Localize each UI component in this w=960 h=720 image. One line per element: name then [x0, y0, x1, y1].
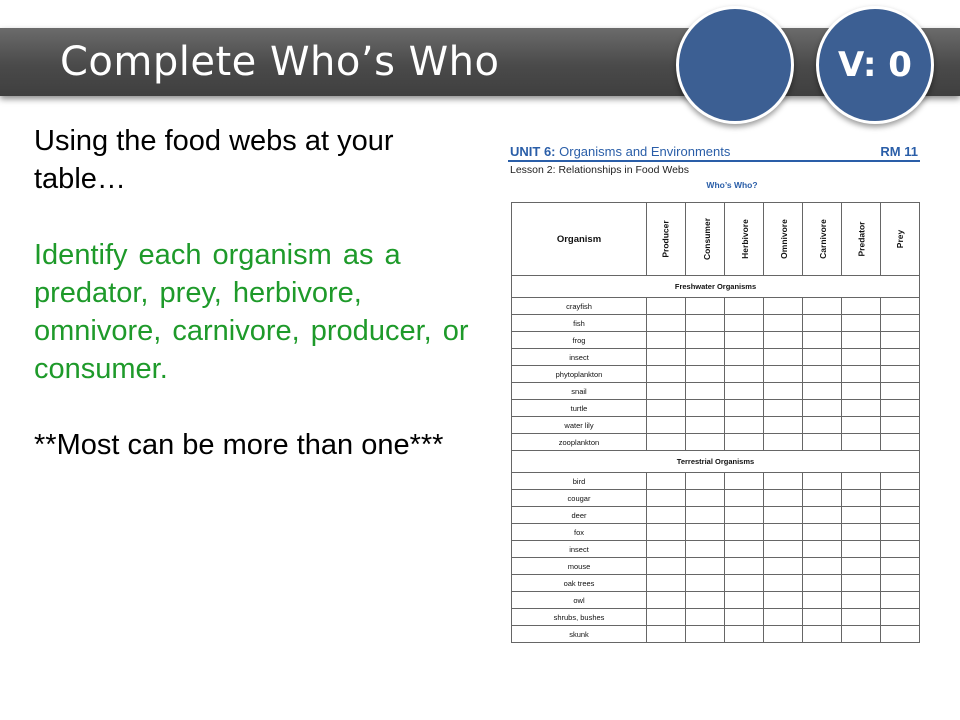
checkbox-cell	[686, 507, 725, 524]
checkbox-cell	[686, 524, 725, 541]
checkbox-cell	[764, 490, 803, 507]
checkbox-cell	[803, 592, 842, 609]
organism-name-cell: phytoplankton	[512, 366, 647, 383]
checkbox-cell	[881, 609, 920, 626]
table-row	[512, 315, 920, 332]
checkbox-cell	[725, 609, 764, 626]
checkbox-cell	[686, 332, 725, 349]
checkbox-cell	[647, 490, 686, 507]
checkbox-cell	[686, 315, 725, 332]
checkbox-cell	[764, 575, 803, 592]
checkbox-cell	[764, 507, 803, 524]
organism-name-cell: frog	[512, 332, 647, 349]
table-row	[512, 473, 920, 490]
checkbox-cell	[803, 400, 842, 417]
worksheet-subtitle: Who’s Who?	[706, 180, 758, 190]
checkbox-cell	[686, 541, 725, 558]
checkbox-cell	[881, 383, 920, 400]
lesson-title: Lesson 2: Relationships in Food Webs	[510, 164, 689, 176]
checkbox-cell	[686, 417, 725, 434]
checkbox-cell	[647, 417, 686, 434]
checkbox-cell	[842, 349, 881, 366]
checkbox-cell	[647, 592, 686, 609]
section-header-row	[512, 451, 920, 473]
checkbox-cell	[647, 473, 686, 490]
checkbox-cell	[686, 400, 725, 417]
organism-name-cell: skunk	[512, 626, 647, 643]
checkbox-cell	[803, 298, 842, 315]
checkbox-cell	[764, 298, 803, 315]
checkbox-cell	[764, 609, 803, 626]
checkbox-cell	[764, 626, 803, 643]
checkbox-cell	[881, 626, 920, 643]
table-row	[512, 490, 920, 507]
checkbox-cell	[842, 298, 881, 315]
checkbox-cell	[764, 332, 803, 349]
checkbox-cell	[725, 417, 764, 434]
checkbox-cell	[803, 366, 842, 383]
checkbox-cell	[842, 507, 881, 524]
checkbox-cell	[881, 298, 920, 315]
checkbox-cell	[686, 366, 725, 383]
checkbox-cell	[647, 541, 686, 558]
checkbox-cell	[725, 383, 764, 400]
checkbox-cell	[725, 592, 764, 609]
checkbox-cell	[881, 349, 920, 366]
checkbox-cell	[803, 541, 842, 558]
table-row	[512, 575, 920, 592]
organism-name-cell: cougar	[512, 490, 647, 507]
table-row	[512, 434, 920, 451]
checkbox-cell	[725, 490, 764, 507]
checkbox-cell	[764, 541, 803, 558]
checkbox-cell	[881, 473, 920, 490]
section-title: Terrestrial Organisms	[512, 451, 920, 473]
column-header-predator: Predator	[842, 203, 881, 276]
checkbox-cell	[686, 575, 725, 592]
checkbox-cell	[725, 626, 764, 643]
checkbox-cell	[881, 507, 920, 524]
checkbox-cell	[686, 609, 725, 626]
worksheet	[508, 142, 920, 639]
checkbox-cell	[803, 558, 842, 575]
organism-name-cell: insect	[512, 349, 647, 366]
checkbox-cell	[842, 541, 881, 558]
organism-name-cell: insect	[512, 541, 647, 558]
checkbox-cell	[647, 400, 686, 417]
checkbox-cell	[764, 315, 803, 332]
checkbox-cell	[842, 609, 881, 626]
checkbox-cell	[803, 609, 842, 626]
organism-name-cell: snail	[512, 383, 647, 400]
checkbox-cell	[764, 473, 803, 490]
section-header-row	[512, 276, 920, 298]
table-row	[512, 592, 920, 609]
checkbox-cell	[842, 592, 881, 609]
table-row	[512, 507, 920, 524]
checkbox-cell	[881, 400, 920, 417]
checkbox-cell	[803, 315, 842, 332]
checkbox-cell	[764, 366, 803, 383]
checkbox-cell	[881, 315, 920, 332]
table-row	[512, 541, 920, 558]
checkbox-cell	[725, 349, 764, 366]
checkbox-cell	[803, 349, 842, 366]
organism-name-cell: owl	[512, 592, 647, 609]
column-header-carnivore: Carnivore	[803, 203, 842, 276]
version-badge-label: V: 0	[838, 45, 912, 85]
checkbox-cell	[686, 592, 725, 609]
checkbox-cell	[764, 558, 803, 575]
checkbox-cell	[842, 417, 881, 434]
table-row	[512, 626, 920, 643]
checkbox-cell	[881, 417, 920, 434]
worksheet-unit-header	[508, 142, 920, 162]
column-header-organism: Organism	[512, 203, 647, 276]
checkbox-cell	[686, 349, 725, 366]
checkbox-cell	[803, 575, 842, 592]
checkbox-cell	[725, 507, 764, 524]
checkbox-cell	[881, 558, 920, 575]
slide-title: Complete Who’s Who	[60, 39, 500, 85]
checkbox-cell	[803, 473, 842, 490]
blank-circle-badge	[676, 6, 794, 124]
column-header-consumer: Consumer	[686, 203, 725, 276]
unit-label: UNIT 6: Organisms and Environments	[510, 144, 731, 159]
checkbox-cell	[764, 349, 803, 366]
table-row	[512, 524, 920, 541]
checkbox-cell	[764, 524, 803, 541]
checkbox-cell	[881, 332, 920, 349]
checkbox-cell	[842, 490, 881, 507]
checkbox-cell	[842, 434, 881, 451]
checkbox-cell	[881, 575, 920, 592]
checkbox-cell	[842, 575, 881, 592]
checkbox-cell	[881, 366, 920, 383]
organism-name-cell: crayfish	[512, 298, 647, 315]
checkbox-cell	[842, 332, 881, 349]
organism-name-cell: fox	[512, 524, 647, 541]
checkbox-cell	[647, 507, 686, 524]
rm-label: RM 11	[880, 144, 918, 159]
checkbox-cell	[881, 541, 920, 558]
checkbox-cell	[686, 434, 725, 451]
checkbox-cell	[764, 383, 803, 400]
checkbox-cell	[842, 524, 881, 541]
checkbox-cell	[842, 366, 881, 383]
checkbox-cell	[686, 473, 725, 490]
table-row	[512, 417, 920, 434]
checkbox-cell	[764, 592, 803, 609]
checkbox-cell	[764, 417, 803, 434]
checkbox-cell	[764, 434, 803, 451]
checkbox-cell	[725, 332, 764, 349]
checkbox-cell	[725, 558, 764, 575]
table-row	[512, 349, 920, 366]
organism-name-cell: deer	[512, 507, 647, 524]
checkbox-cell	[725, 541, 764, 558]
version-badge	[816, 6, 934, 124]
checkbox-cell	[647, 626, 686, 643]
checkbox-cell	[881, 524, 920, 541]
checkbox-cell	[842, 315, 881, 332]
organism-name-cell: fish	[512, 315, 647, 332]
column-header-omnivore: Omnivore	[764, 203, 803, 276]
checkbox-cell	[725, 366, 764, 383]
column-header-producer: Producer	[647, 203, 686, 276]
table-row	[512, 383, 920, 400]
checkbox-cell	[647, 558, 686, 575]
checkbox-cell	[881, 434, 920, 451]
checkbox-cell	[647, 383, 686, 400]
organism-name-cell: shrubs, bushes	[512, 609, 647, 626]
checkbox-cell	[647, 434, 686, 451]
checkbox-cell	[803, 524, 842, 541]
table-row	[512, 558, 920, 575]
checkbox-cell	[686, 626, 725, 643]
column-header-prey: Prey	[881, 203, 920, 276]
checkbox-cell	[647, 298, 686, 315]
checkbox-cell	[647, 609, 686, 626]
organism-name-cell: turtle	[512, 400, 647, 417]
checkbox-cell	[725, 575, 764, 592]
checkbox-cell	[647, 332, 686, 349]
checkbox-cell	[725, 473, 764, 490]
organism-name-cell: mouse	[512, 558, 647, 575]
checkbox-cell	[803, 332, 842, 349]
checkbox-cell	[725, 524, 764, 541]
checkbox-cell	[686, 298, 725, 315]
table-row	[512, 400, 920, 417]
intro-text: Using the food webs at your table…	[34, 125, 394, 195]
checkbox-cell	[686, 490, 725, 507]
checkbox-cell	[842, 383, 881, 400]
checkbox-cell	[647, 524, 686, 541]
checkbox-cell	[803, 490, 842, 507]
checkbox-cell	[803, 507, 842, 524]
table-row	[512, 366, 920, 383]
checkbox-cell	[842, 626, 881, 643]
whos-who-table	[511, 202, 920, 643]
checkbox-cell	[764, 400, 803, 417]
table-row	[512, 609, 920, 626]
checkbox-cell	[686, 558, 725, 575]
checkbox-cell	[725, 298, 764, 315]
checkbox-cell	[842, 400, 881, 417]
organism-name-cell: zooplankton	[512, 434, 647, 451]
note-text: **Most can be more than one***	[34, 429, 444, 461]
organism-name-cell: water lily	[512, 417, 647, 434]
checkbox-cell	[803, 383, 842, 400]
section-title: Freshwater Organisms	[512, 276, 920, 298]
organism-name-cell: bird	[512, 473, 647, 490]
checkbox-cell	[647, 366, 686, 383]
checkbox-cell	[881, 592, 920, 609]
checkbox-cell	[803, 434, 842, 451]
checkbox-cell	[842, 473, 881, 490]
checkbox-cell	[725, 400, 764, 417]
checkbox-cell	[881, 490, 920, 507]
instructions-panel	[34, 122, 474, 464]
table-row	[512, 298, 920, 315]
checkbox-cell	[686, 383, 725, 400]
checkbox-cell	[803, 626, 842, 643]
task-text: Identify each organism as a predator, prey, herbivore, omnivore, carnivore, producer, or consumer.	[34, 239, 469, 385]
organism-name-cell: oak trees	[512, 575, 647, 592]
checkbox-cell	[725, 315, 764, 332]
checkbox-cell	[647, 315, 686, 332]
checkbox-cell	[842, 558, 881, 575]
table-row	[512, 332, 920, 349]
checkbox-cell	[647, 349, 686, 366]
checkbox-cell	[647, 575, 686, 592]
column-header-herbivore: Herbivore	[725, 203, 764, 276]
checkbox-cell	[803, 417, 842, 434]
checkbox-cell	[725, 434, 764, 451]
